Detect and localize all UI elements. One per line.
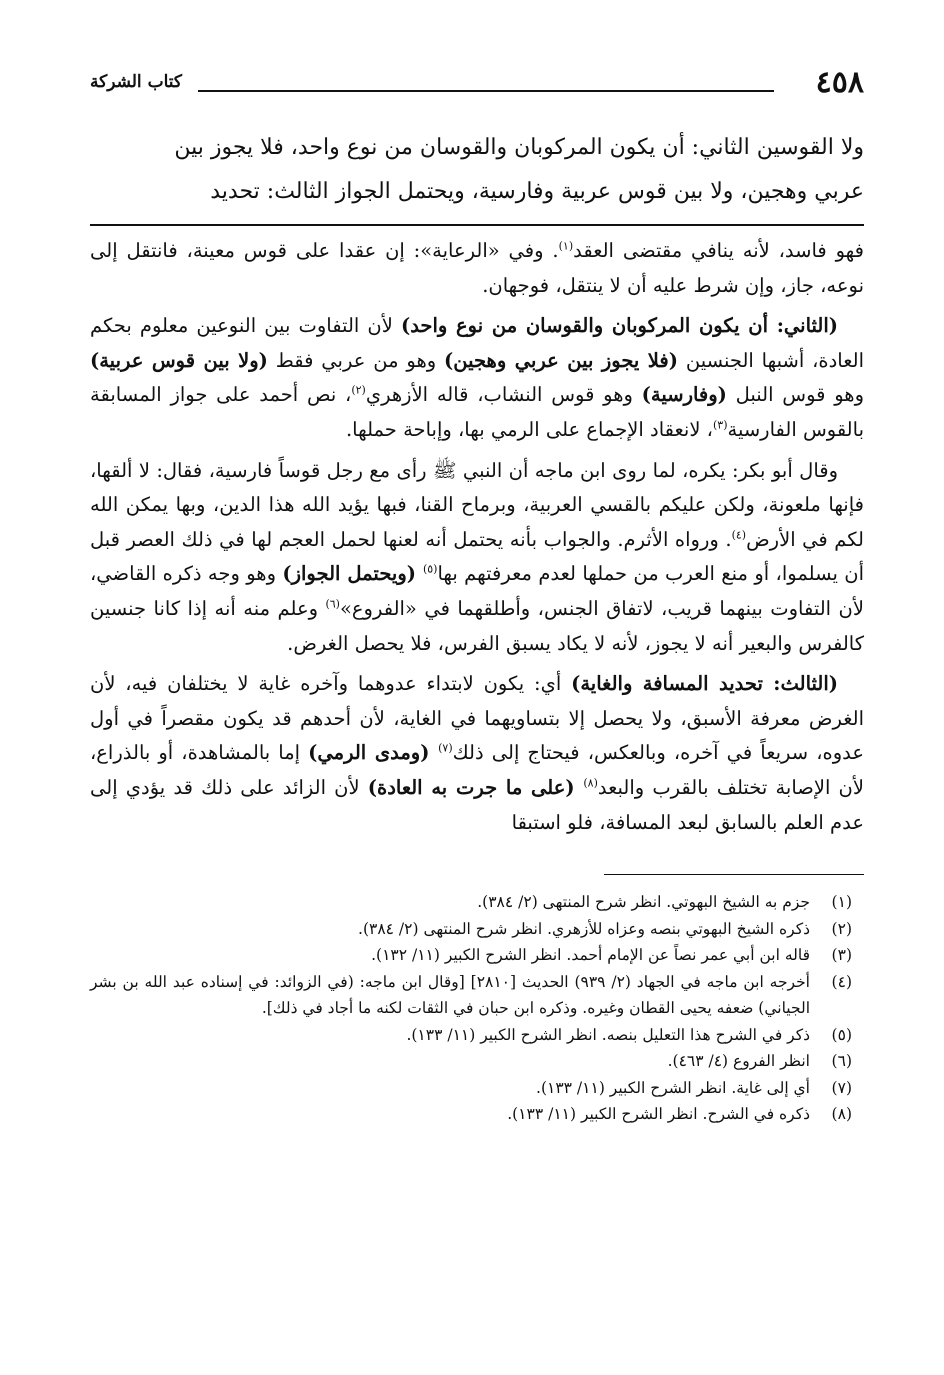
footnote-ref[interactable]: (٢) (351, 383, 366, 397)
footnote-text: ذكر في الشرح هذا التعليل بنصه. انظر الشرح الكبير (١١/ ١٣٣). (406, 1025, 810, 1044)
footnote-number: (٧) (831, 1078, 852, 1097)
footnote (90, 1048, 852, 1075)
matn-quote: (فلا يجوز بين عربي وهجين) (444, 348, 678, 372)
matn-text (90, 126, 864, 214)
footnote (90, 1075, 852, 1102)
footnote (90, 889, 852, 916)
text-run: ، لانعقاد الإجماع على الرمي بها، وإباحة حملها. (345, 417, 713, 441)
footnote-ref[interactable]: (٤) (731, 528, 747, 542)
text-run: . ورواه الأثرم. والجواب بأنه يحتمل أنه لعنها لحمل العجم لها في ذلك العصر قبل أن يسلموا، أو منع العرب من حملها لعدم معرفتهم بها (90, 527, 864, 586)
commentary-paragraph (90, 234, 864, 303)
footnote-number: (٣) (831, 946, 852, 965)
footnote-text: ذكره الشيخ البهوتي بنصه وعزاه للأزهري. انظر شرح المنتهى (٢/ ٣٨٤). (358, 919, 810, 938)
text-run: ، نص أحمد على جواز المسابقة بالقوس الفارسية (90, 383, 864, 441)
matn-quote: (على ما جرت به العادة) (367, 775, 584, 799)
text-run: لأن الزائد على ذلك قد يؤدي إلى عدم العلم بالسابق لبعد المسافة، فلو استبقا (90, 775, 864, 834)
footnote-text: ذكره في الشرح. انظر الشرح الكبير (١١/ ١٣٣). (507, 1105, 810, 1124)
text-run: وهو من عربي فقط (267, 348, 445, 372)
text-run: . وفي «الرعاية»: إن عقدا على قوس معينة، فانتقل إلى نوعه، جاز، وإن شرط عليه أن لا ينتقل، فوجهان. (90, 239, 864, 297)
footnote-ref[interactable]: (٨) (583, 776, 598, 790)
text-run: وقال أبو بكر: يكره، لما روى ابن ماجه أن النبي ﷺ رأى مع رجل قوساً فارسية، فقال: لا ألقها، فإنها ملعونة، ولكن عليكم بالقسي العربية، وبرماح القنا، فبها يؤيد الله هذا الدين، وبها يمكن الله لكم في الأرض (90, 458, 864, 551)
commentary (90, 234, 864, 840)
matn-divider (90, 224, 864, 226)
footnote-number: (٥) (831, 1025, 852, 1044)
footnote-number: (٨) (831, 1105, 852, 1124)
footnote-number: (٢) (831, 919, 852, 938)
matn-quote: (الثاني: أن يكون المركوبان والقوسان من نوع واحد) (400, 314, 838, 338)
running-header (90, 60, 864, 104)
footnote (90, 1101, 852, 1128)
book-title: كتاب الشركة (90, 72, 182, 92)
commentary-paragraph (90, 667, 864, 840)
footnote-ref[interactable]: (١) (558, 239, 574, 253)
text-run: وعلم منه أنه إذا كانا جنسين كالفرس والبعير أنه لا يجوز، لأنه لا يكاد يسبق الفرس، فلا يحصل الغرض. (90, 596, 864, 655)
footnote (90, 916, 852, 943)
footnote-text: أخرجه ابن ماجه في الجهاد (٢/ ٩٣٩) الحديث [٢٨١٠] [وقال ابن ماجه: (في الزوائد: في إسناده عبد الله بن بشر الجياني) ضعفه يحيى القطان وغيره. وذكره ابن حبان في الثقات لكنه ما أجاد في ذلك]. (90, 972, 810, 1018)
footnote-text: جزم به الشيخ البهوتي. انظر شرح المنتهى (٢/ ٣٨٤). (477, 893, 810, 912)
footnote-text: قاله ابن أبي عمر نصاً عن الإمام أحمد. انظر الشرح الكبير (١١/ ١٣٢). (371, 946, 810, 965)
text-run: وهو قوس النشاب، قاله الأزهري (365, 383, 642, 407)
matn-line: عربي وهجين، ولا بين قوس عربية وفارسية، ويحتمل الجواز الثالث: تحديد (210, 179, 864, 204)
matn-line: ولا القوسين الثاني: أن يكون المركوبان والقوسان من نوع واحد، فلا يجوز بين (174, 135, 864, 160)
footnote-divider (604, 874, 864, 875)
footnote-ref[interactable]: (٧) (438, 741, 453, 755)
footnote-ref[interactable]: (٥) (422, 562, 438, 576)
footnote (90, 942, 852, 969)
footnote (90, 969, 852, 1022)
header-rule (198, 90, 774, 92)
matn-quote: (وفارسية) (641, 383, 727, 407)
footnote-ref[interactable]: (٣) (712, 418, 728, 432)
text-run: أي: يكون لابتداء عدوهما وآخره غاية لا يختلفان فيه، لأن الغرض معرفة الأسبق، ولا يحصل إلا بتساويهما في الغاية، لأن أحدهم قد يكون مقصراً في أول عدوه، سريعاً في آخره، وبالعكس، فيحتاج إلى ذلك (90, 672, 864, 765)
matn-quote: (ومدى الرمي) (308, 741, 439, 765)
matn-quote: (الثالث: تحديد المسافة والغاية) (571, 672, 838, 696)
text-run: وهو وجه ذكره القاضي، لأن التفاوت بينهما قريب، لاتفاق الجنس، وأطلقهما في «الفروع» (90, 562, 864, 620)
text-run: لأن التفاوت بين النوعين معلوم بحكم العادة، أشبها الجنسين (90, 314, 864, 372)
footnote-number: (٦) (831, 1052, 852, 1071)
commentary-paragraph (90, 309, 864, 447)
footnote-text: أي إلى غاية. انظر الشرح الكبير (١١/ ١٣٣). (536, 1078, 810, 1097)
text-run: فهو فاسد، لأنه ينافي مقتضى العقد (573, 239, 864, 262)
footnote-text: انظر الفروع (٤/ ٤٦٣). (667, 1052, 810, 1071)
footnote-number: (٤) (831, 972, 852, 991)
commentary-paragraph (90, 454, 864, 662)
text-run: إما بالمشاهدة، أو بالذراع، لأن الإصابة تختلف بالقرب والبعد (90, 741, 864, 799)
text-run: وهو قوس النبل (726, 383, 864, 407)
matn-quote: (ولا بين قوس عربية) (90, 348, 268, 372)
footnotes (90, 889, 864, 1128)
matn-quote: (ويحتمل الجواز) (282, 562, 423, 586)
footnote-ref[interactable]: (٦) (325, 597, 340, 611)
page-number: ٤٥٨ (815, 65, 864, 100)
footnote-number: (١) (831, 893, 852, 912)
footnote (90, 1022, 852, 1049)
book-page (90, 60, 864, 1340)
